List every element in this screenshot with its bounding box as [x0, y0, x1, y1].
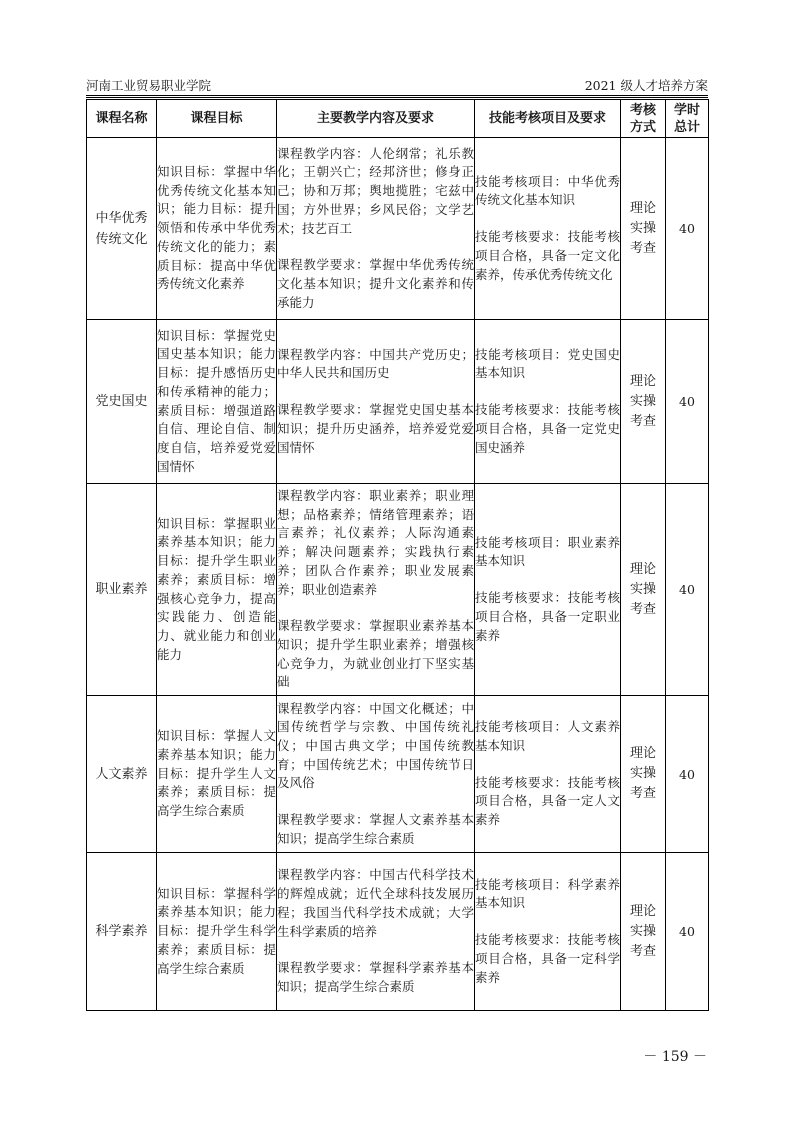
- skill-requirement: 技能考核要求：技能考核项目合格，具备一定党史国史涵养: [475, 402, 620, 455]
- paragraph-gap: [475, 383, 620, 401]
- course-table: [86, 99, 709, 1011]
- paragraph-gap: [475, 756, 620, 774]
- paragraph-gap: [475, 913, 620, 931]
- method-line1: 理论: [629, 746, 656, 761]
- header-assessment-method: [621, 100, 666, 138]
- page-header: [86, 76, 708, 94]
- table-row: [87, 484, 709, 696]
- method-line2: 实操: [629, 393, 656, 409]
- teaching-content-cell: [277, 320, 475, 484]
- teaching-requirement: 课程教学要求：掌握科学素养基本知识；提高学生综合素质: [277, 960, 474, 994]
- plan-title: 2021 级人才培养方案: [584, 78, 708, 93]
- header-hours-line2: 总计: [673, 119, 700, 135]
- teaching-content-cell: [277, 138, 475, 320]
- course-goal-cell: 知识目标：掌握职业素养基本知识；能力目标：提升学生职业素养；素质目标：增强核心竞争力，提高实践能力、创造能力、就业能力和创业能力: [157, 484, 277, 696]
- course-name-cell: [87, 138, 157, 320]
- course-name-line1: 职业素养: [95, 582, 148, 597]
- paragraph-gap: [475, 210, 620, 228]
- method-line2: 实操: [629, 766, 656, 781]
- course-goal-cell: 知识目标：掌握人文素养基本知识；能力目标：提升学生人文素养；素质目标：提高学生综合素质: [157, 696, 277, 853]
- table-header-row: [87, 100, 709, 138]
- header-teaching-content: 主要教学内容及要求: [277, 100, 475, 138]
- assessment-method-cell: [621, 696, 666, 853]
- header-hours-line1: 学时: [673, 102, 700, 118]
- table-row: [87, 138, 709, 320]
- assessment-method-cell: [621, 138, 666, 320]
- teaching-requirement: 课程教学要求：掌握中华优秀传统文化基本知识；提升文化素养和传承能力: [277, 257, 474, 310]
- method-line1: 理论: [629, 903, 656, 919]
- method-line2: 实操: [629, 581, 656, 597]
- table-row: [87, 320, 709, 484]
- skill-item: 技能考核项目：职业素养基本知识: [475, 534, 620, 569]
- paragraph-gap: [475, 571, 620, 589]
- skill-assessment-cell: [475, 853, 621, 1011]
- skill-requirement: 技能考核要求：技能考核项目合格，具备一定文化素养，传承优秀传统文化: [475, 229, 620, 282]
- teaching-requirement: 课程教学要求：掌握职业素养基本知识；提升学生职业素养；增强核心竞争力，为就业创业打下坚实基础: [277, 618, 474, 690]
- method-line1: 理论: [629, 373, 656, 389]
- total-hours-cell: 40: [666, 853, 709, 1011]
- teaching-content: 课程教学内容：职业素养；职业理想；品格素养；情绪管理素养；语言素养；礼仪素养；人际沟通素养；解决问题素养；实践执行素养；团队合作素养；职业发展素养；职业创造素养: [277, 487, 474, 597]
- course-name-line1: 人文素养: [95, 766, 148, 782]
- course-name-line1: 中华优秀: [95, 210, 148, 226]
- paragraph-gap: [277, 941, 474, 959]
- skill-requirement: 技能考核要求：技能考核项目合格，具备一定科学素养: [475, 932, 620, 985]
- course-name-cell: [87, 320, 157, 484]
- method-line1: 理论: [629, 561, 656, 577]
- course-name-cell: [87, 484, 157, 696]
- paragraph-gap: [277, 383, 474, 401]
- skill-item: 技能考核项目：人文素养基本知识: [475, 719, 620, 753]
- method-line3: 考查: [629, 786, 656, 801]
- institution-name: 河南工业贸易职业学院: [86, 78, 212, 93]
- skill-assessment-cell: [475, 138, 621, 320]
- total-hours-cell: 40: [666, 138, 709, 320]
- method-line3: 考查: [629, 240, 656, 256]
- header-course-name: 课程名称: [87, 100, 157, 138]
- table-row: [87, 696, 709, 853]
- header-method-line2: 方式: [629, 119, 656, 135]
- skill-item: 技能考核项目：中华优秀传统文化基本知识: [475, 173, 620, 208]
- paragraph-gap: [277, 238, 474, 256]
- header-skill-assessment: 技能考核项目及要求: [475, 100, 621, 138]
- course-name-cell: [87, 853, 157, 1011]
- assessment-method-cell: [621, 853, 666, 1011]
- header-rule-top: [86, 95, 708, 96]
- total-hours-cell: 40: [666, 320, 709, 484]
- teaching-content-cell: [277, 853, 475, 1011]
- method-line1: 理论: [629, 200, 656, 216]
- course-goal-cell: 知识目标：掌握中华优秀传统文化基本知识；能力目标：提升领悟和传承中华优秀传统文化的能力；素质目标：提高中华优秀传统文化素养: [157, 138, 277, 320]
- header-method-line1: 考核: [629, 102, 656, 118]
- teaching-content: 课程教学内容：中国古代科学技术的辉煌成就；近代全球科技发展历程；我国当代科学技术成就；大学生科学素质的培养: [277, 867, 474, 939]
- total-hours-cell: 40: [666, 484, 709, 696]
- skill-item: 技能考核项目：科学素养基本知识: [475, 876, 620, 911]
- method-line3: 考查: [629, 943, 656, 959]
- skill-assessment-cell: [475, 484, 621, 696]
- course-goal-cell: 知识目标：掌握党史国史基本知识；能力目标：提升感悟历史和传承精神的能力；素质目标：增强道路自信、理论自信、制度自信，培养爱党爱国情怀: [157, 320, 277, 484]
- header-rule-bottom: [86, 97, 708, 98]
- method-line3: 考查: [629, 601, 656, 617]
- course-name-line1: 党史国史: [95, 394, 148, 409]
- course-name-cell: [87, 696, 157, 853]
- teaching-requirement: 课程教学要求：掌握党史国史基本知识；提升历史涵养，培养爱党爱国情怀: [277, 402, 474, 455]
- table-row: [87, 853, 709, 1011]
- skill-item: 技能考核项目：党史国史基本知识: [475, 346, 620, 381]
- teaching-content: 课程教学内容：中国文化概述；中国传统哲学与宗教、中国传统礼仪；中国古典文学；中国传统教育；中国传统艺术；中国传统节日及风俗: [277, 700, 474, 791]
- teaching-content-cell: [277, 696, 475, 853]
- method-line3: 考查: [629, 413, 656, 429]
- teaching-content: 课程教学内容：中国共产党历史；中华人民共和国历史: [277, 346, 474, 381]
- header-course-goal: 课程目标: [157, 100, 277, 138]
- method-line2: 实操: [629, 923, 656, 939]
- paragraph-gap: [277, 793, 474, 811]
- skill-assessment-cell: [475, 696, 621, 853]
- page-number: － 159 －: [643, 1049, 707, 1065]
- course-name-line2: 传统文化: [95, 231, 148, 247]
- teaching-content-cell: [277, 484, 475, 696]
- total-hours-cell: 40: [666, 696, 709, 853]
- method-line2: 实操: [629, 220, 656, 236]
- teaching-content: 课程教学内容：人伦纲常；礼乐教化；王朝兴亡；经邦济世；修身正己；协和万邦；舆地揽胜；宅兹中国；方外世界；乡风民俗；文学艺术；技艺百工: [277, 145, 474, 236]
- assessment-method-cell: [621, 484, 666, 696]
- paragraph-gap: [277, 599, 474, 617]
- assessment-method-cell: [621, 320, 666, 484]
- header-total-hours: [666, 100, 709, 138]
- skill-requirement: 技能考核要求：技能考核项目合格，具备一定职业素养: [475, 590, 620, 643]
- skill-requirement: 技能考核要求：技能考核项目合格，具备一定人文素养: [475, 774, 620, 828]
- course-name-line1: 科学素养: [95, 924, 148, 939]
- course-goal-cell: 知识目标：掌握科学素养基本知识；能力目标：提升学生科学素养；素质目标：提高学生综合素质: [157, 853, 277, 1011]
- skill-assessment-cell: [475, 320, 621, 484]
- teaching-requirement: 课程教学要求：掌握人文素养基本知识；提高学生综合素质: [277, 812, 474, 846]
